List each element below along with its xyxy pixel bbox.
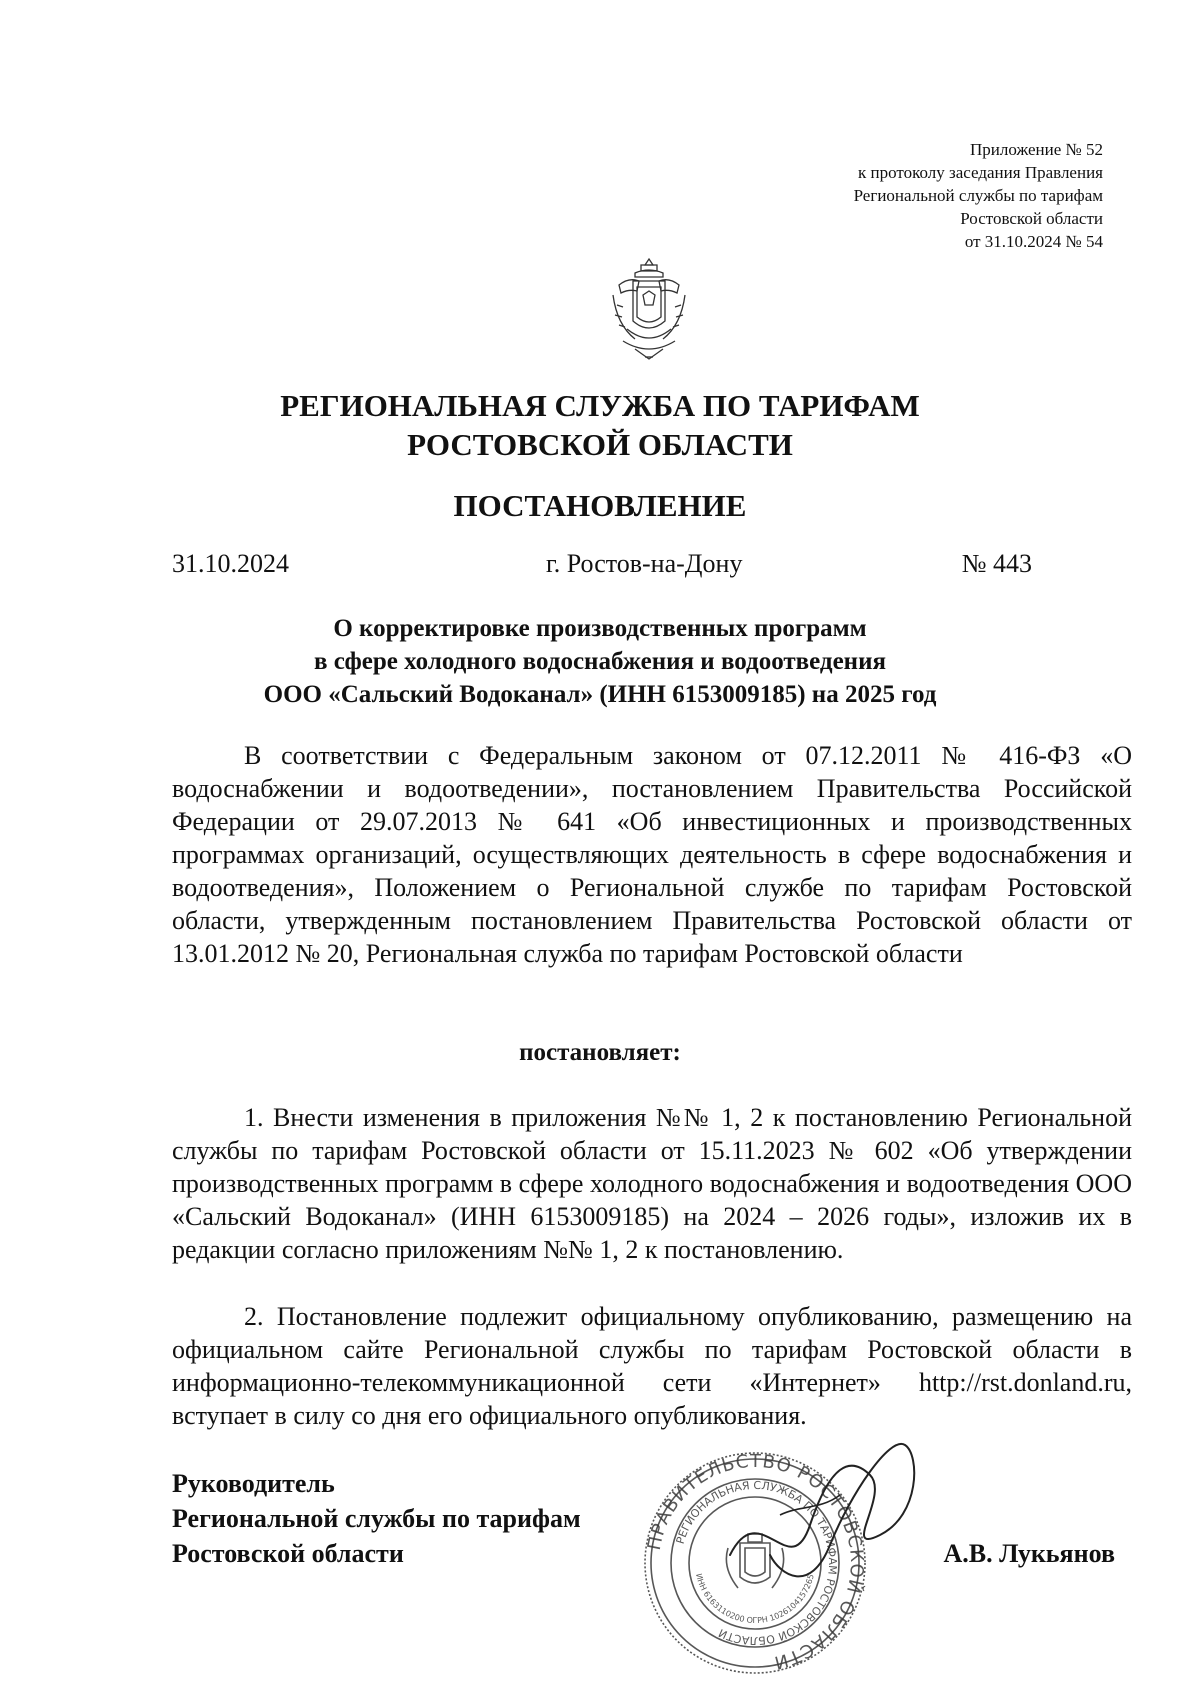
document-city: г. Ростов-на-Дону <box>546 549 743 578</box>
signatory-name: А.В. Лукьянов <box>943 1539 1115 1568</box>
appendix-line: Региональной службы по тарифам <box>853 186 1103 205</box>
document-number: № 443 <box>961 549 1032 578</box>
appendix-line: Приложение № 52 <box>970 140 1103 159</box>
signatory-position <box>172 1466 581 1571</box>
document-type: ПОСТАНОВЛЕНИЕ <box>453 488 747 523</box>
seal-ids-text: ИНН 6163110200 ОГРН 1026104157265 <box>694 1572 816 1626</box>
organization-name <box>0 386 1200 464</box>
resolution-item-1: 1. Внести изменения в приложения №№ 1, 2 к постановлению Региональной службы по тарифам Ростовской области от 15.11.2023 № 602 «Об утверждении производственных программ в сфере холодного водоснабжения и водоотведения ООО «Сальский Водоканал» (ИНН 6153009185) на 2024 – 2026 годы», изложив их в редакции согласно приложениям №№ 1, 2 к постановлению. <box>172 1103 1132 1264</box>
seal-outer-text: ПРАВИТЕЛЬСТВО РОСТОВСКОЙ ОБЛАСТИ <box>643 1450 868 1674</box>
document-subject <box>0 612 1200 711</box>
document-date: 31.10.2024 <box>172 549 289 578</box>
appendix-line: к протоколу заседания Правления <box>858 163 1103 182</box>
subject-line: в сфере холодного водоснабжения и водоотведения <box>313 648 887 675</box>
preamble-paragraph: В соответствии с Федеральным законом от 07.12.2011 № 416-ФЗ «О водоснабжении и водоотведении», постановлением Правительства Российской Федерации от 29.07.2013 № 641 «Об инвестиционных и производственных программах организаций, осуществляющих деятельность в сфере водоснабжения и водоотведения», Положением о Региональной службе по тарифам Ростовской области, утвержденным постановлением Правительства Ростовской области от 13.01.2012 № 20, Региональная служба по тарифам Ростовской области <box>172 741 1132 968</box>
signatory-position-line: Руководитель <box>172 1469 335 1498</box>
subject-line: О корректировке производственных программ <box>333 615 867 642</box>
signatory-position-line: Ростовской области <box>172 1539 404 1568</box>
organization-name-line: РЕГИОНАЛЬНАЯ СЛУЖБА ПО ТАРИФАМ <box>280 388 920 423</box>
resolves-heading: постановляет: <box>519 1039 681 1066</box>
resolution-item-2: 2. Постановление подлежит официальному опубликованию, размещению на официальном сайте Региональной службы по тарифам Ростовской области в информационно-телекоммуникационной сети «Интернет» http://rst.donland.ru, вступает в силу со дня его официального опубликования. <box>172 1302 1132 1430</box>
coat-of-arms-icon <box>605 255 693 365</box>
organization-name-line: РОСТОВСКОЙ ОБЛАСТИ <box>407 427 793 462</box>
appendix-note <box>854 138 1103 253</box>
handwritten-signature <box>720 1435 930 1595</box>
subject-line: ООО «Сальский Водоканал» (ИНН 6153009185) на 2025 год <box>263 681 937 708</box>
seal-inner-text: РЕГИОНАЛЬНАЯ СЛУЖБА ПО ТАРИФАМ РОСТОВСКОЙ ОБЛАСТИ <box>673 1478 840 1648</box>
document-meta <box>172 548 1032 580</box>
appendix-line: Ростовской области <box>960 209 1103 228</box>
signatory-position-line: Региональной службы по тарифам <box>172 1504 581 1533</box>
appendix-line: от 31.10.2024 № 54 <box>964 232 1103 251</box>
